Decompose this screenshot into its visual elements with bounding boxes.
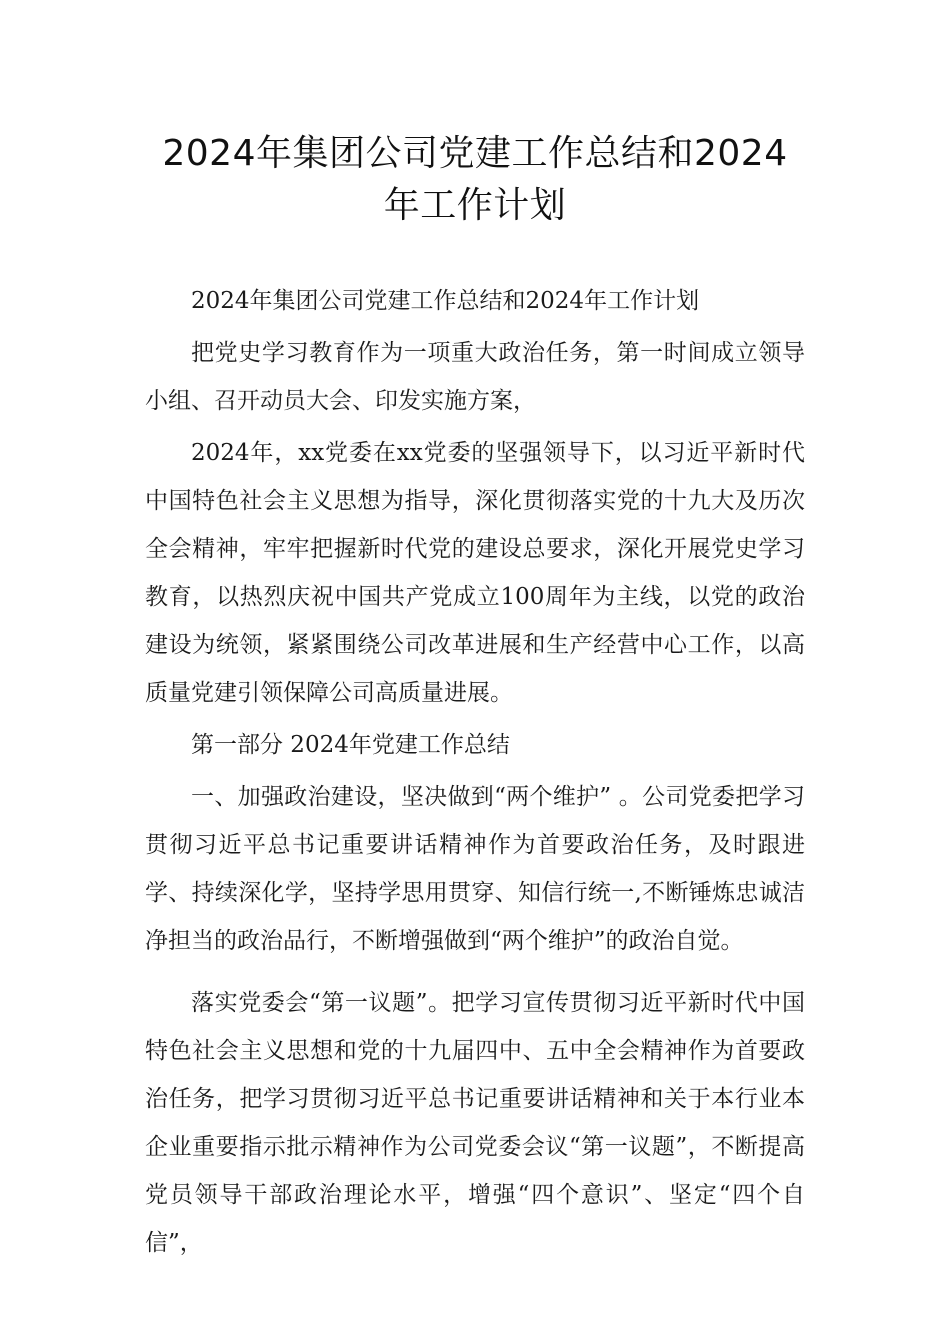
paragraph: 把党史学习教育作为一项重大政治任务，第一时间成立领导小组、召开动员大会、印发实施方案， [145, 340, 805, 414]
section-heading: 第一部分 2024年党建工作总结 [191, 732, 510, 758]
paragraph: 落实党委会“第一议题”。把学习宣传贯彻习近平新时代中国特色社会主义思想和党的十九届四中、五中全会精神作为首要政治任务，把学习贯彻习近平总书记重要讲话精神和关于本行业本企业重要指示批示精神作为公司党委会议“第一议题”，不断提高党员领导干部政治理论水平，增强“四个意识”、坚定“四个自信”， [145, 990, 805, 1256]
document-body [145, 277, 805, 1267]
paragraph-subtitle: 2024年集团公司党建工作总结和2024年工作计划 [191, 288, 700, 314]
paragraph: 一、加强政治建设，坚决做到“两个维护” 。公司党委把学习贯彻习近平总书记重要讲话精神作为首要政治任务，及时跟进学、持续深化学，坚持学思用贯穿、知信行统一,不断锤炼忠诚洁净担当的政治品行，不断增强做到“两个维护”的政治自觉。 [145, 784, 805, 954]
document-title [120, 128, 830, 232]
paragraph: 2024年，xx党委在xx党委的坚强领导下，以习近平新时代中国特色社会主义思想为指导，深化贯彻落实党的十九大及历次全会精神，牢牢把握新时代党的建设总要求，深化开展党史学习教育，以热烈庆祝中国共产党成立100周年为主线，以党的政治建设为统领，紧紧围绕公司改革进展和生产经营中心工作，以高质量党建引领保障公司高质量进展。 [145, 440, 805, 706]
title-line-2: 年工作计划 [383, 185, 567, 226]
title-line-1: 2024年集团公司党建工作总结和2024 [162, 133, 788, 174]
